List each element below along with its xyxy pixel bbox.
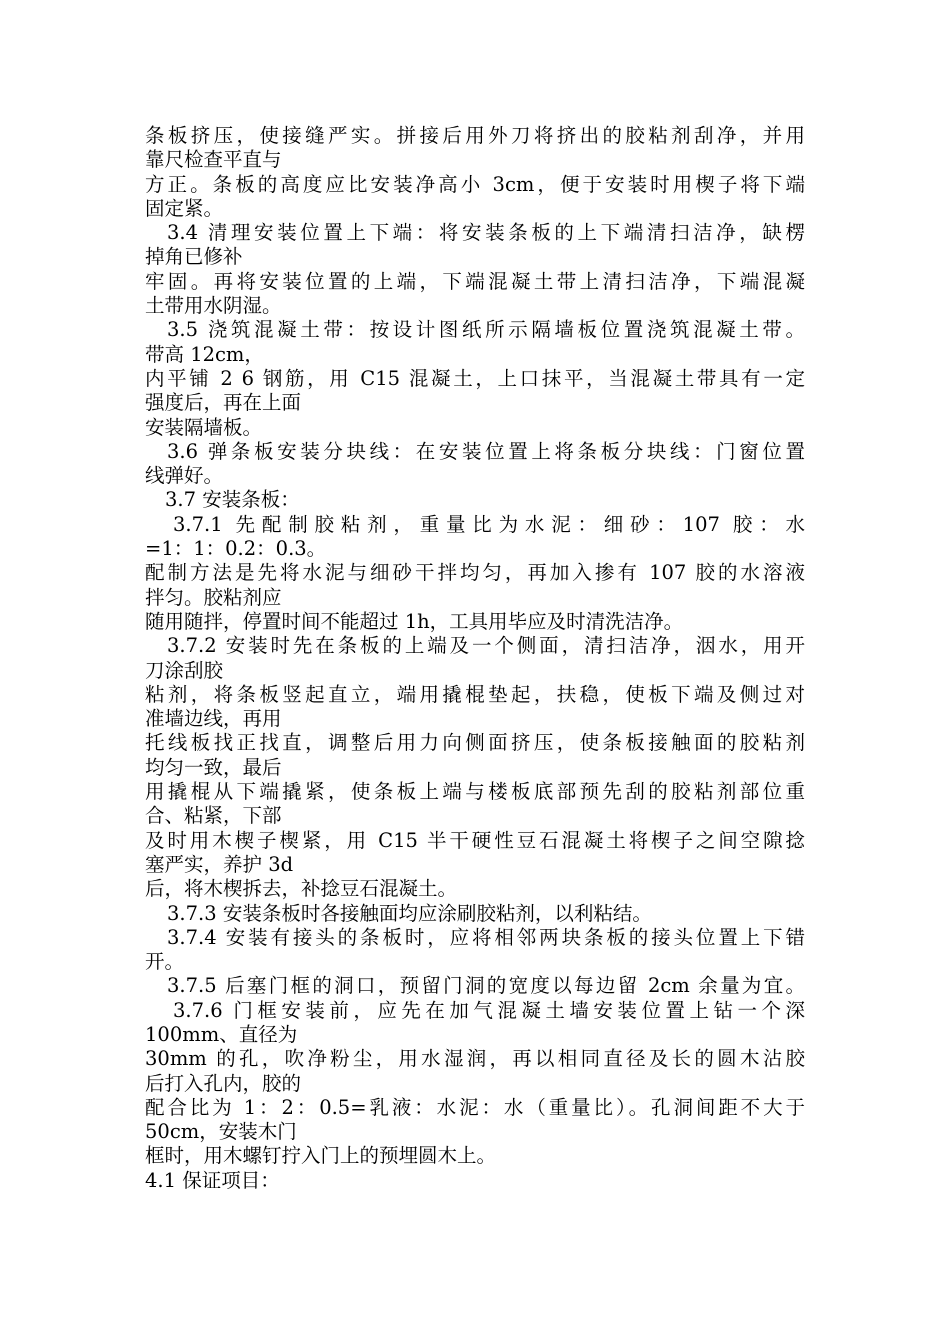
text-line: 带高 12cm， [145,342,264,366]
text-line: 3.4 清理安装位置上下端：将安装条板的上下端清扫洁净，缺楞 [167,221,805,245]
text-line: 随用随拌，停置时间不能超过 1h，工具用毕应及时清洗洁净。 [145,609,684,633]
text-line: 强度后，再在上面 [145,391,302,415]
text-line: 土带用水阴湿。 [145,294,282,318]
text-line: 后打入孔内，胶的 [145,1071,302,1095]
text-line: 配合比为 1：2：0.5=乳液：水泥：水（重量比）。孔洞间距不大于 [145,1095,805,1119]
text-line: 粘剂，将条板竖起直立，端用撬棍垫起，扶稳，使板下端及侧过对 [145,682,805,706]
text-line: 用撬棍从下端撬紧，使条板上端与楼板底部预先刮的胶粘剂部位重 [145,780,805,804]
text-line: 牢固。再将安装位置的上端，下端混凝土带上清扫洁净，下端混凝 [145,269,805,293]
text-line: 安装隔墙板。 [145,415,263,439]
text-line: 后，将木楔拆去，补捻豆石混凝土。 [145,877,458,901]
text-line: 条板挤压，使接缝严实。拼接后用外刀将挤出的胶粘剂刮净，并用 [145,124,805,147]
text-line: 准墙边线，再用 [145,707,282,731]
text-line: 均匀一致，最后 [145,755,282,779]
text-line: 30mm 的孔，吹净粉尘，用水湿润，再以相同直径及长的圆木沾胶 [145,1047,805,1071]
text-line: 3.7.2 安装时先在条板的上端及一个侧面，清扫洁净，洇水，用开 [167,634,805,658]
text-line: 靠尺检查平直与 [145,148,282,172]
text-line: 3.7.5 后塞门框的洞口，预留门洞的宽度以每边留 2cm 余量为宜。 [167,974,805,998]
text-line: 框时，用木螺钉拧入门上的预埋圆木上。 [145,1144,497,1168]
text-line: 掉角已修补 [145,245,243,269]
text-line: 线弹好。 [145,464,224,488]
text-line: 3.7.3 安装条板时各接触面均应涂刷胶粘剂，以利粘结。 [167,901,652,925]
text-line: 3.7.6 门框安装前，应先在加气混凝土墙安装位置上钻一个深 [173,998,805,1022]
text-line: 拌匀。胶粘剂应 [145,585,282,609]
text-line: 内平铺 2 6 钢筋，用 C15 混凝土，上口抹平，当混凝土带具有一定 [145,366,805,390]
text-line: 方正。条板的高度应比安装净高小 3cm，便于安装时用楔子将下端 [145,172,805,196]
text-line: 刀涂刮胶 [145,658,224,682]
text-line: 及时用木楔子楔紧，用 C15 半干硬性豆石混凝土将楔子之间空隙捻 [145,828,805,852]
text-line: 托线板找正找直，调整后用力向侧面挤压，使条板接触面的胶粘剂 [145,731,805,755]
text-line: 3.7.4 安装有接头的条板时，应将相邻两块条板的接头位置上下错 [167,925,805,949]
text-line: 100mm、直径为 [145,1022,298,1046]
document-body [145,124,805,1193]
text-line: 固定紧。 [145,196,224,220]
text-line: 塞严实，养护 3d [145,852,294,876]
text-line: 3.7 安装条板： [165,488,300,512]
text-line: 3.5 浇筑混凝土带：按设计图纸所示隔墙板位置浇筑混凝土带。 [167,318,805,342]
text-line: 开。 [145,950,185,974]
text-line: 4.1 保证项目： [145,1168,280,1192]
text-line: 3.6 弹条板安装分块线：在安装位置上将条板分块线：门窗位置 [167,439,805,463]
text-line: =1：1：0.2：0.3。 [145,537,327,561]
text-line: 合、粘紧，下部 [145,804,282,828]
text-line: 50cm，安装木门 [145,1120,297,1144]
text-line: 配制方法是先将水泥与细砂干拌均匀，再加入掺有 107 胶的水溶液 [145,561,805,585]
text-line: 3.7.1 先配制胶粘剂，重量比为水泥：细砂：107 胶：水 [173,512,805,536]
